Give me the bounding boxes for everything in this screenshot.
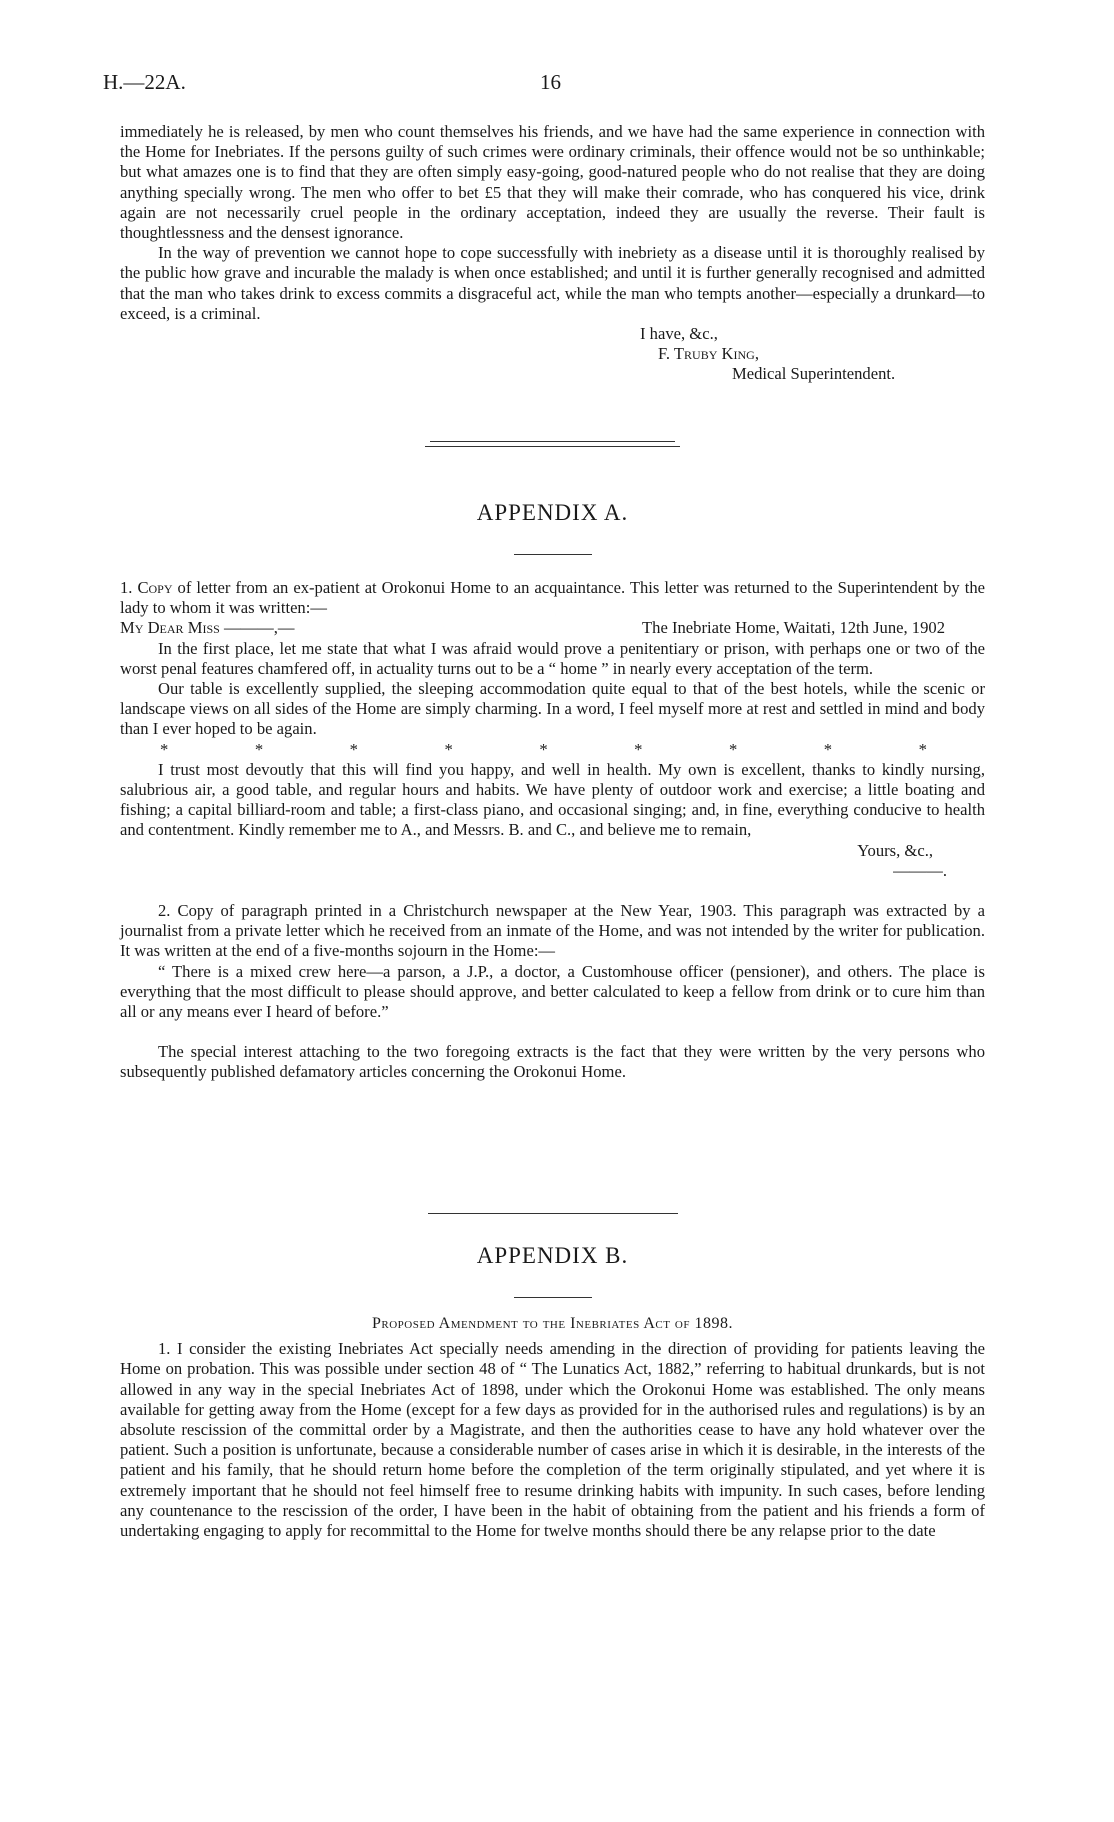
item-1-text: of letter from an ex-patient at Orokonui Home to an acquaintance. This letter was returned to the Superintendent by the lady to whom it was written:— <box>120 578 985 618</box>
appendix-a-heading: APPENDIX A. <box>476 500 629 525</box>
letter-address: The Inebriate Home, Waitati, 12th June, 1902 <box>642 618 945 638</box>
star: * <box>349 739 358 759</box>
star: * <box>254 739 264 759</box>
item-1-intro <box>120 578 985 618</box>
signature-name: F. Truby King, <box>658 344 759 364</box>
closing-line: I have, &c., <box>640 324 718 344</box>
appendix-b-heading: APPENDIX B. <box>476 1243 629 1268</box>
appendix-b-body <box>120 1314 985 1541</box>
salutation-text: My Dear Miss <box>120 618 220 638</box>
intro-section <box>120 122 985 385</box>
letter-closing: Yours, &c., <box>857 840 933 860</box>
section-divider <box>430 441 675 442</box>
star: * <box>823 739 833 759</box>
item-2-intro: 2. Copy of paragraph printed in a Christchurch newspaper at the New Year, 1903. This paragraph was extracted by a journalist from a private letter which he received from an inmate of the Home, and was not intended by the writer for publication. It was written at the end of a five-months sojourn in the Home:— <box>120 901 985 961</box>
heading-underline-b <box>514 1297 592 1298</box>
star: * <box>444 739 453 759</box>
intro-paragraph-1: immediately he is released, by men who count themselves his friends, and we have had the same experience in connection with the Home for Inebriates. If the persons guilty of such crimes were ordinary criminals, their offence would not be so unthinkable; but what amazes one is to find that they are often simply easy-going, good-natured people who do not realise that they are doing anything specially wrong. The men who offer to bet £5 that they will make their comrade, who has conquered his vice, drink again are not necessarily cruel people in the ordinary acceptation, indeed they are usually the reverse. Their fault is thoughtlessness and the densest ignorance. <box>120 122 985 243</box>
ellipsis-stars <box>120 740 985 760</box>
page-number: 16 <box>540 70 561 94</box>
letter-signature: ———. <box>893 860 947 880</box>
signature-title: Medical Superintendent. <box>732 364 896 384</box>
letter-paragraph-3: I trust most devoutly that this will find you happy, and well in health. My own is excellent, thanks to kindly nursing, salubrious air, a good table, and regular hours and habits. We have plenty of outdoor work and exercise; a little boating and fishing; a capital billiard-room and table; a first-class piano, and occasional singing; and, in fine, everything conducive to health and contentment. Kindly remember me to A., and Messrs. B. and C., and believe me to remain, <box>120 759 985 840</box>
star: * <box>160 739 169 759</box>
appendix-b-paragraph-1: 1. I consider the existing Inebriates Act specially needs amending in the direction of providing for patients leaving the Home on probation. This was possible under section 48 of “ The Lunatics Act, 1882,” referring to habitual drunkards, but is not allowed in any way in the special Inebriates Act of 1898, under which the Orokonui Home was established. The only means available for getting away from the Home (except for a few days as provided for in the authorised rules and regulations) is by an absolute rescission of the committal order by a Magistrate, and then the authorities cease to have any hold whatever over the patient. Such a position is unfortunate, because a considerable number of cases arise in which it is desirable, in the interests of the patient and his family, that he should return home before the completion of the term originally stipulated, and yet where it is extremely important that he should not feel himself free to resume drinking habits with impunity. In such cases, before lending any countenance to the rescission of the order, I have been in the habit of obtaining from the patient and his friends a form of undertaking engaging to apply for recommittal to the Home for twelve months should there be any relapse prior to the date <box>120 1339 985 1541</box>
letter-paragraph-1: In the first place, let me state that what I was afraid would prove a penitentiary or prison, with perhaps one or two of the worst penal features chamfered off, in actuality turns out to be a “ home ” in nearly every acceptation of the term. <box>120 638 985 678</box>
star: * <box>634 739 643 759</box>
section-divider-3 <box>428 1213 678 1214</box>
letter-salutation-line <box>120 618 985 638</box>
newspaper-quote: “ There is a mixed crew here—a parson, a J.P., a doctor, a Customhouse officer (pensioner), and others. The place is everything that the most difficult to please should approve, and better calculated to keep a fellow from drink or to cure him than all or any means ever I heard of before.” <box>120 961 985 1022</box>
salutation-dash: ———,— <box>219 618 295 638</box>
item-1-copy-word: Copy <box>137 578 173 597</box>
appendix-b-heading-wrap <box>120 1243 985 1268</box>
star: * <box>918 739 927 759</box>
item-1-number: 1. <box>120 578 133 597</box>
appendix-a-heading-wrap <box>120 500 985 525</box>
heading-underline <box>514 554 592 555</box>
letter-paragraph-2: Our table is excellently supplied, the sleeping accommodation quite equal to that of the best hotels, while the scenic or landscape views on all sides of the Home are simply charming. In a word, I feel myself more at rest and settled in mind and body than I ever hoped to be again. <box>120 679 985 739</box>
appendix-b-subheading: Proposed Amendment to the Inebriates Act of 1898. <box>372 1315 733 1332</box>
star: * <box>539 739 548 759</box>
report-code: H.—22A. <box>103 70 186 94</box>
intro-paragraph-2: In the way of prevention we cannot hope to cope successfully with inebriety as a disease until it is thoroughly realised by the public how grave and incurable the malady is when once established; and until it is further generally recognised and admitted that the man who takes drink to excess commits a disgraceful act, while the man who tempts another—especially a drunkard—to exceed, is a criminal. <box>120 243 985 323</box>
appendix-a-body <box>120 578 985 1083</box>
salutation <box>120 618 294 638</box>
star: * <box>728 739 738 759</box>
section-divider-2 <box>425 446 680 447</box>
appendix-a-note: The special interest attaching to the two foregoing extracts is the fact that they were written by the very persons who subsequently published defamatory articles concerning the Orokonui Home. <box>120 1042 985 1082</box>
